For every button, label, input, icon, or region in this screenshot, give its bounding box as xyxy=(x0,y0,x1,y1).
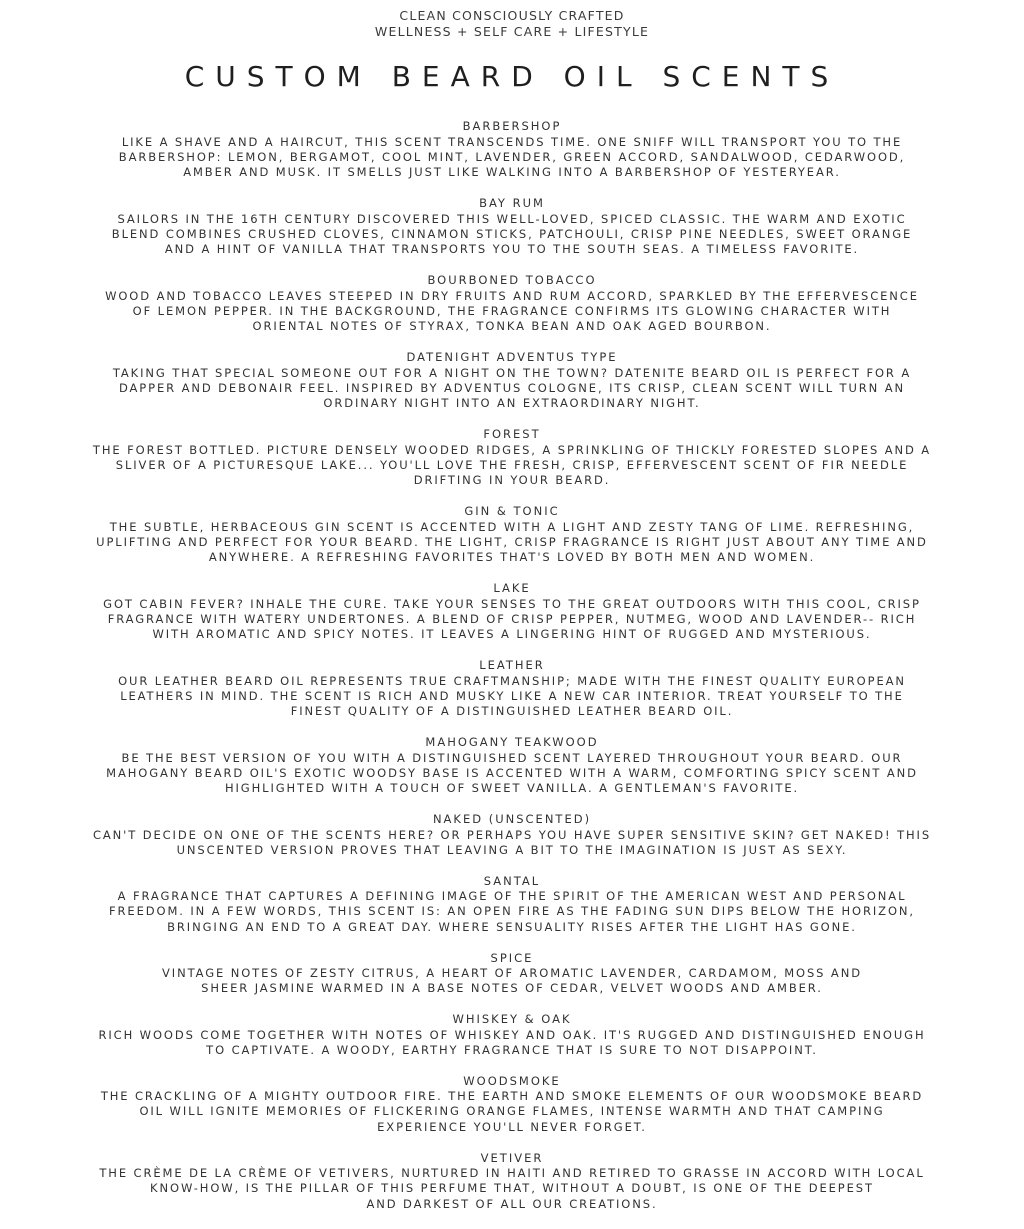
scent-entry xyxy=(82,581,942,658)
scent-name: WHISKEY & OAK xyxy=(452,1012,572,1026)
scent-name: GIN & TONIC xyxy=(464,504,560,518)
page-title: CUSTOM BEARD OIL SCENTS xyxy=(184,60,840,93)
scent-description-line: FRAGRANCE WITH WATERY UNDERTONES. A BLEND OF CRISP PEPPER, NUTMEG, WOOD AND LAVENDER-- RICH xyxy=(107,611,917,626)
scent-entry xyxy=(82,735,942,812)
scent-name: NAKED (UNSCENTED) xyxy=(432,812,592,826)
scent-name: BARBERSHOP xyxy=(462,119,562,133)
scent-description-line: CAN'T DECIDE ON ONE OF THE SCENTS HERE? OR PERHAPS YOU HAVE SUPER SENSITIVE SKIN? GET NAKED! THIS xyxy=(92,827,932,842)
scent-description-line: ANYWHERE. A REFRESHING FAVORITES THAT'S LOVED BY BOTH MEN AND WOMEN. xyxy=(208,550,816,565)
scent-description-line: GOT CABIN FEVER? INHALE THE CURE. TAKE YOUR SENSES TO THE GREAT OUTDOORS WITH THIS COOL, CRISP xyxy=(103,596,921,611)
scent-description-line: VINTAGE NOTES OF ZESTY CITRUS, A HEART OF AROMATIC LAVENDER, CARDAMOM, MOSS AND xyxy=(162,966,862,980)
scent-description-line: TO CAPTIVATE. A WOODY, EARTHY FRAGRANCE THAT IS SURE TO NOT DISAPPOINT. xyxy=(206,1042,818,1057)
scent-description-line: OF LEMON PEPPER. IN THE BACKGROUND, THE FRAGRANCE CONFIRMS ITS GLOWING CHARACTER WITH xyxy=(132,303,892,318)
scent-description-line: BARBERSHOP: LEMON, BERGAMOT, COOL MINT, LAVENDER, GREEN ACCORD, SANDALWOOD, CEDARWOOD, xyxy=(118,149,906,164)
scent-description-line: MAHOGANY BEARD OIL'S EXOTIC WOODSY BASE IS ACCENTED WITH A WARM, COMFORTING SPICY SCENT AND xyxy=(106,765,918,780)
scent-description-line: OUR LEATHER BEARD OIL REPRESENTS TRUE CRAFTMANSHIP; MADE WITH THE FINEST QUALITY EUROPEAN xyxy=(118,673,906,688)
scent-name: LAKE xyxy=(493,581,531,595)
scent-entry xyxy=(82,1074,942,1151)
scent-description-line: UPLIFTING AND PERFECT FOR YOUR BEARD. THE LIGHT, CRISP FRAGRANCE IS RIGHT JUST ABOUT ANY TIME AND xyxy=(96,534,928,549)
scent-entry xyxy=(82,1151,942,1228)
scent-description-line: WOOD AND TOBACCO LEAVES STEEPED IN DRY FRUITS AND RUM ACCORD, SPARKLED BY THE EFFERVESCENCE xyxy=(105,288,919,303)
scent-entry xyxy=(82,658,942,735)
scent-description-line: THE CRACKLING OF A MIGHTY OUTDOOR FIRE. THE EARTH AND SMOKE ELEMENTS OF OUR WOODSMOKE BEARD xyxy=(100,1089,924,1103)
scent-description-line: THE SUBTLE, HERBACEOUS GIN SCENT IS ACCENTED WITH A LIGHT AND ZESTY TANG OF LIME. REFRESHING, xyxy=(109,519,915,534)
scent-name: BAY RUM xyxy=(479,196,545,210)
scent-description-line: BE THE BEST VERSION OF YOU WITH A DISTINGUISHED SCENT LAYERED THROUGHOUT YOUR BEARD. OUR xyxy=(121,750,903,765)
scent-entry xyxy=(82,350,942,427)
scent-name: DATENIGHT ADVENTUS TYPE xyxy=(406,350,618,364)
scent-name: LEATHER xyxy=(479,658,545,672)
scent-name: BOURBONED TOBACCO xyxy=(427,273,597,287)
scent-entry xyxy=(82,273,942,350)
scent-name: SPICE xyxy=(490,950,534,965)
scent-description-line: EXPERIENCE YOU'LL NEVER FORGET. xyxy=(377,1119,647,1134)
scent-description-line: FINEST QUALITY OF A DISTINGUISHED LEATHER BEARD OIL. xyxy=(290,704,734,719)
scent-description-line: SHEER JASMINE WARMED IN A BASE NOTES OF CEDAR, VELVET WOODS AND AMBER. xyxy=(201,981,823,996)
scent-entry xyxy=(82,874,942,951)
scent-description-line: UNSCENTED VERSION PROVES THAT LEAVING A BIT TO THE IMAGINATION IS JUST AS SEXY. xyxy=(176,842,848,857)
scent-entry xyxy=(82,812,942,874)
scent-description-line: BLEND COMBINES CRUSHED CLOVES, CINNAMON STICKS, PATCHOULI, CRISP PINE NEEDLES, SWEET ORANGE xyxy=(111,226,913,241)
scent-description-line: OIL WILL IGNITE MEMORIES OF FLICKERING ORANGE FLAMES, INTENSE WARMTH AND THAT CAMPING xyxy=(139,1104,885,1119)
brand-subtagline: WELLNESS + SELF CARE + LIFESTYLE xyxy=(374,24,650,39)
scent-description-line: A FRAGRANCE THAT CAPTURES A DEFINING IMAGE OF THE SPIRIT OF THE AMERICAN WEST AND PERSONAL xyxy=(117,889,907,903)
scent-description-line: AMBER AND MUSK. IT SMELLS JUST LIKE WALKING INTO A BARBERSHOP OF YESTERYEAR. xyxy=(183,165,841,180)
scent-description-line: DRIFTING IN YOUR BEARD. xyxy=(413,473,611,488)
scent-description-line: WITH AROMATIC AND SPICY NOTES. IT LEAVES A LINGERING HINT OF RUGGED AND MYSTERIOUS. xyxy=(152,627,872,642)
scent-entry xyxy=(82,119,942,196)
scent-description-line: HIGHLIGHTED WITH A TOUCH OF SWEET VANILLA. A GENTLEMAN'S FAVORITE. xyxy=(224,781,800,796)
scent-description-line: AND A HINT OF VANILLA THAT TRANSPORTS YOU TO THE SOUTH SEAS. A TIMELESS FAVORITE. xyxy=(164,242,860,257)
scent-description-line: ORDINARY NIGHT INTO AN EXTRAORDINARY NIGHT. xyxy=(323,396,701,411)
scent-description-line: ORIENTAL NOTES OF STYRAX, TONKA BEAN AND OAK AGED BOURBON. xyxy=(252,319,772,334)
scent-name: VETIVER xyxy=(480,1150,544,1165)
scent-list xyxy=(0,119,1024,1228)
scent-description-line: SAILORS IN THE 16TH CENTURY DISCOVERED THIS WELL-LOVED, SPICED CLASSIC. THE WARM AND EXOTIC xyxy=(117,211,907,226)
scent-name: SANTAL xyxy=(483,873,541,888)
scent-name: MAHOGANY TEAKWOOD xyxy=(425,735,599,749)
scent-description-line: LIKE A SHAVE AND A HAIRCUT, THIS SCENT TRANSCENDS TIME. ONE SNIFF WILL TRANSPORT YOU TO THE xyxy=(121,134,903,149)
scent-name: FOREST xyxy=(483,427,541,441)
scent-entry xyxy=(82,504,942,581)
scent-description-line: THE CRÈME DE LA CRÈME OF VETIVERS, NURTURED IN HAITI AND RETIRED TO GRASSE IN ACCORD WITH LOCAL xyxy=(99,1166,925,1180)
scent-description-line: LEATHERS IN MIND. THE SCENT IS RICH AND MUSKY LIKE A NEW CAR INTERIOR. TREAT YOURSELF TO THE xyxy=(120,688,904,703)
scent-description-line: TAKING THAT SPECIAL SOMEONE OUT FOR A NIGHT ON THE TOWN? DATENITE BEARD OIL IS PERFECT FOR A xyxy=(112,365,912,380)
scent-name: WOODSMOKE xyxy=(463,1073,561,1088)
scent-entry xyxy=(82,1012,942,1074)
scent-description-line: BRINGING AN END TO A GREAT DAY. WHERE SENSUALITY RISES AFTER THE LIGHT HAS GONE. xyxy=(167,919,857,934)
scent-entry xyxy=(82,951,942,1013)
brand-tagline: CLEAN CONSCIOUSLY CRAFTED xyxy=(399,8,625,23)
scent-description-line: FREEDOM. IN A FEW WORDS, THIS SCENT IS: AN OPEN FIRE AS THE FADING SUN DIPS BELOW THE HORIZON, xyxy=(109,904,915,919)
scent-description-line: RICH WOODS COME TOGETHER WITH NOTES OF WHISKEY AND OAK. IT'S RUGGED AND DISTINGUISHED ENOUGH xyxy=(98,1027,926,1042)
scent-description-line: SLIVER OF A PICTURESQUE LAKE... YOU'LL LOVE THE FRESH, CRISP, EFFERVESCENT SCENT OF FIR NEEDLE xyxy=(115,457,909,472)
scent-entry xyxy=(82,196,942,273)
scent-description-line: THE FOREST BOTTLED. PICTURE DENSELY WOODED RIDGES, A SPRINKLING OF THICKLY FORESTED SLOPES AND A xyxy=(92,442,932,457)
scent-description-line: KNOW-HOW, IS THE PILLAR OF THIS PERFUME THAT, WITHOUT A DOUBT, IS ONE OF THE DEEPEST xyxy=(150,1181,874,1196)
scent-entry xyxy=(82,427,942,504)
scent-description-line: DAPPER AND DEBONAIR FEEL. INSPIRED BY ADVENTUS COLOGNE, ITS CRISP, CLEAN SCENT WILL TURN AN xyxy=(118,380,906,395)
scent-description-line: AND DARKEST OF ALL OUR CREATIONS. xyxy=(366,1196,658,1211)
